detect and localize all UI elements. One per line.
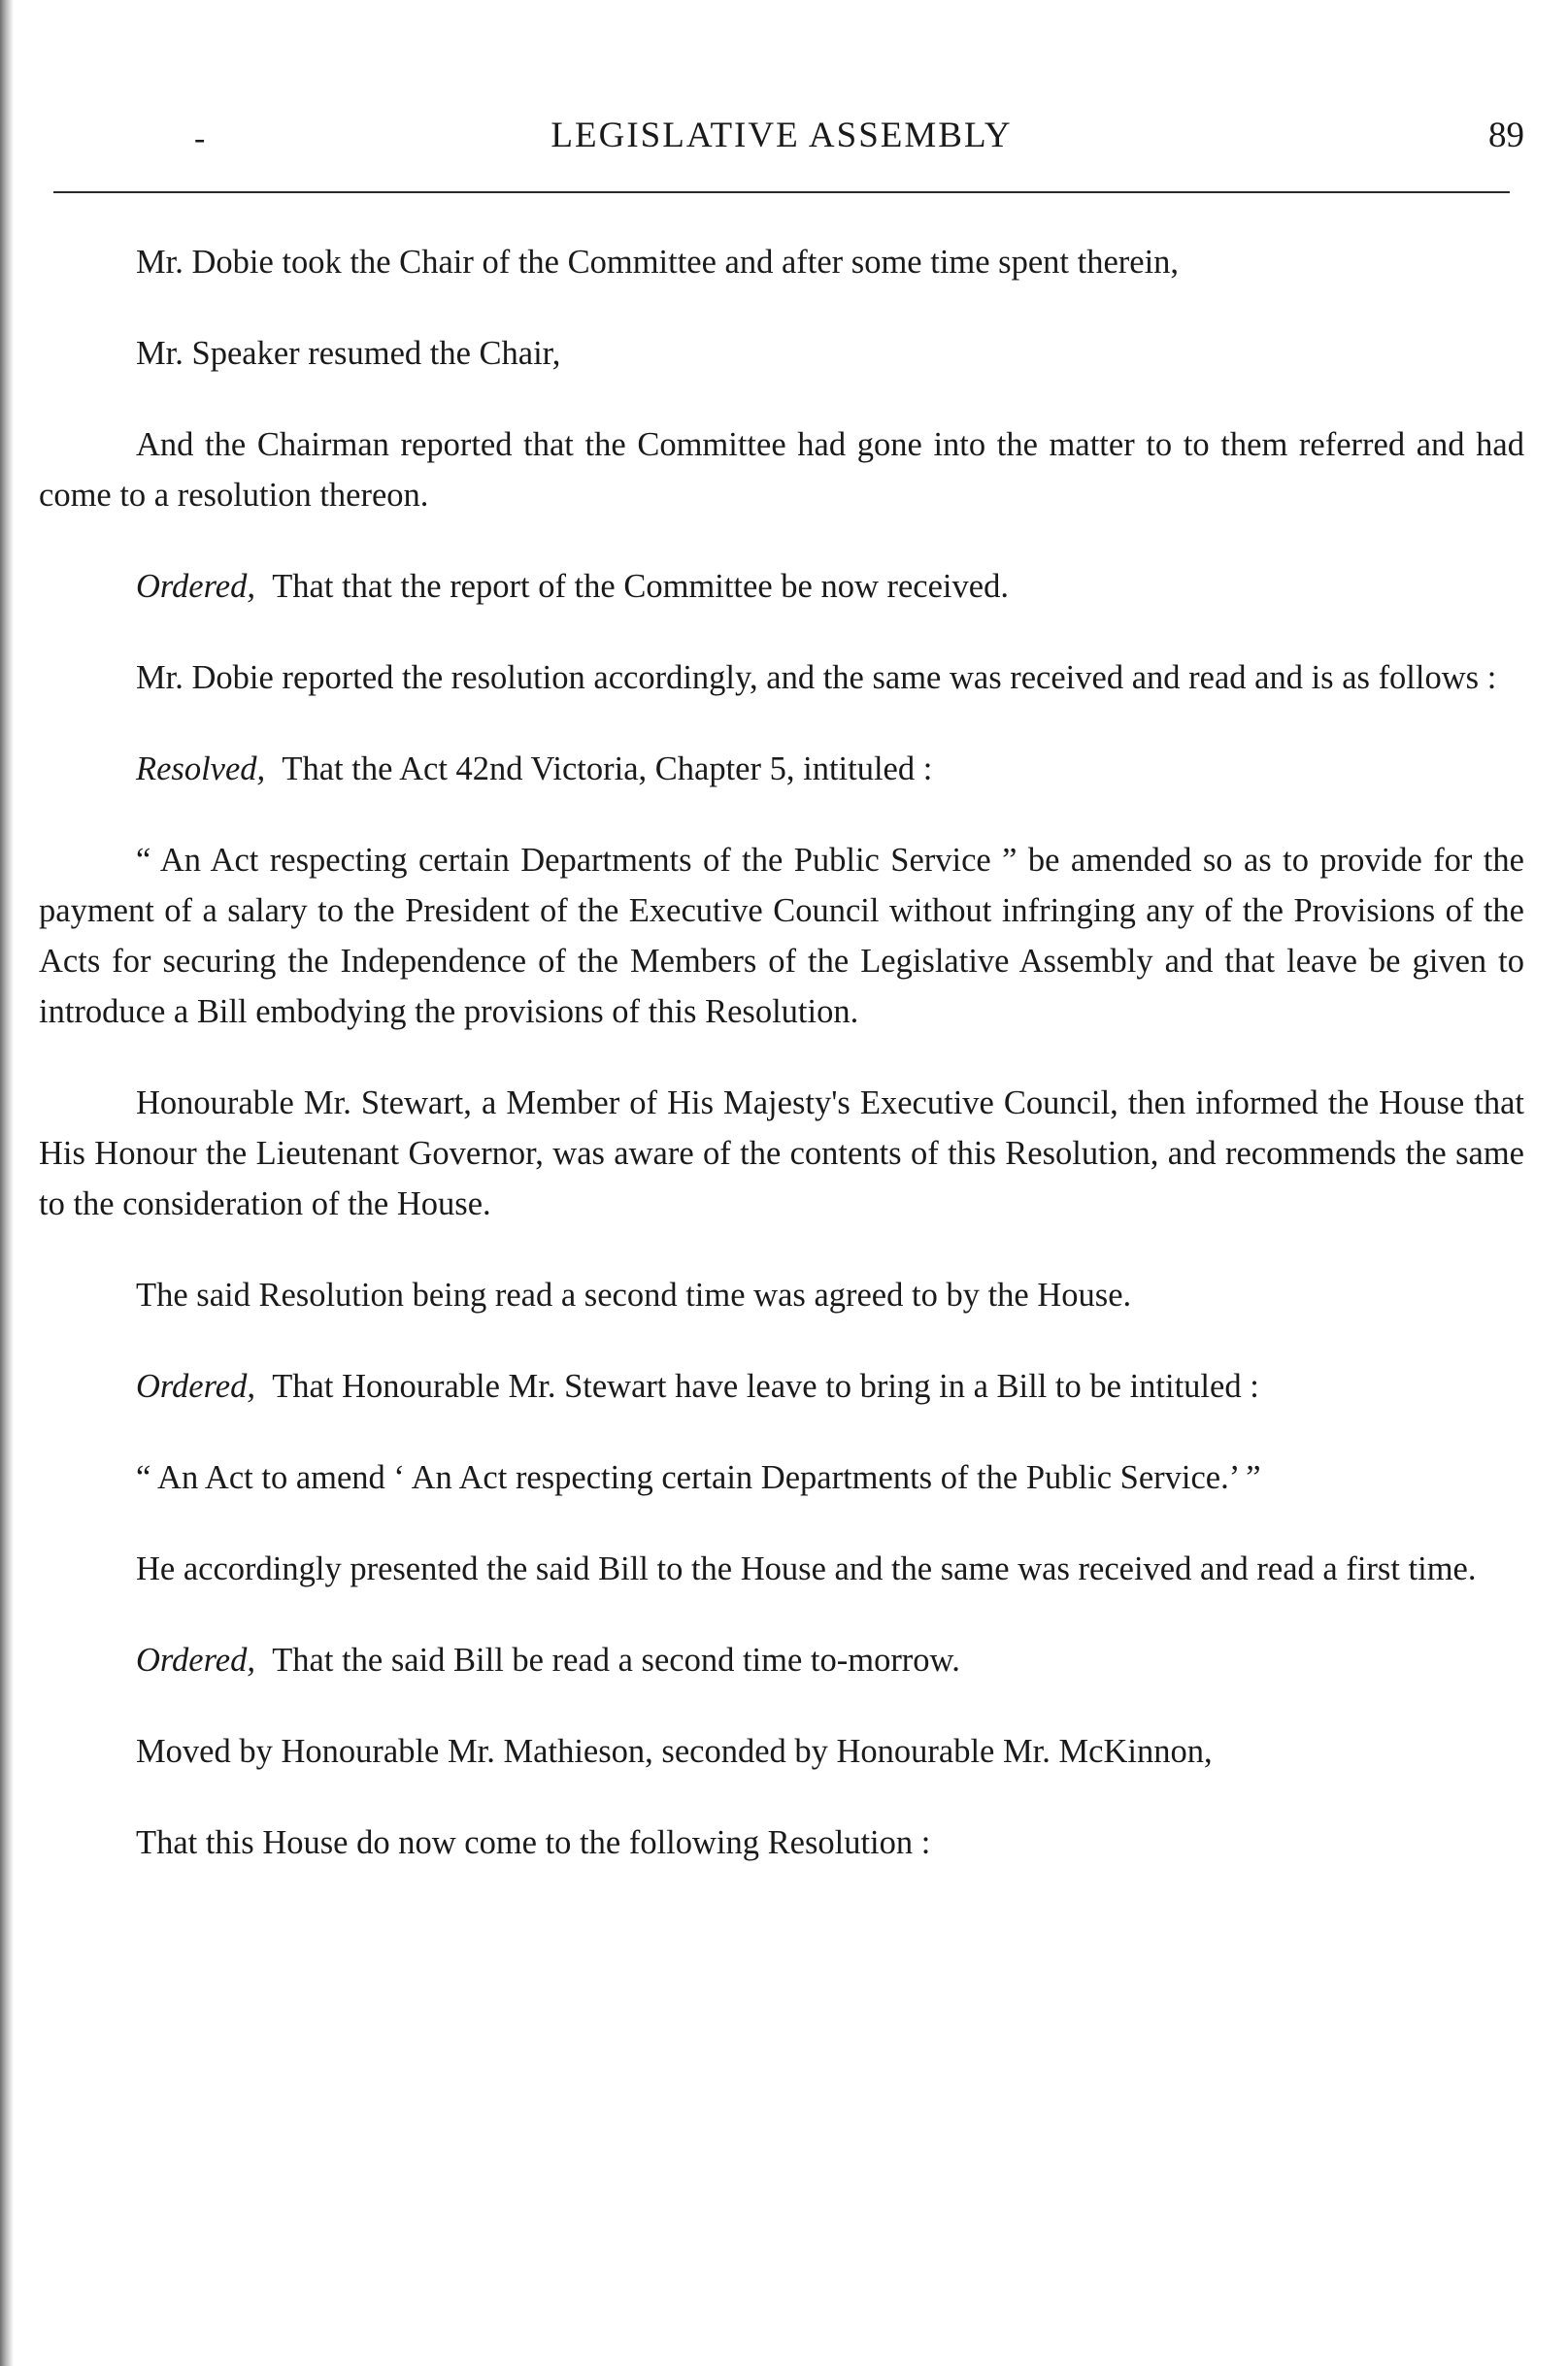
- page-header: [39, 115, 1524, 169]
- paragraph: [39, 1078, 1524, 1229]
- paragraph-text: Moved by Honourable Mr. Mathieson, seconded by Honourable Mr. McKinnon,: [136, 1733, 1213, 1770]
- header-mark: -: [194, 120, 206, 156]
- paragraph-text: Honourable Mr. Stewart, a Member of His Majesty's Executive Council, then informed the House that His Honour the Lieutenant Governor, was aware of the contents of this Resolution, and recommends the same to the consideration of the House.: [39, 1084, 1524, 1222]
- paragraph-text: Mr. Dobie reported the resolution accordingly, and the same was received and read and is as follows :: [136, 659, 1497, 696]
- paragraph: [39, 1544, 1524, 1594]
- paragraph-text: “ An Act to amend ‘ An Act respecting certain Departments of the Public Service.’ ”: [136, 1459, 1261, 1496]
- paragraph: [39, 1726, 1524, 1777]
- paragraph-text: That this House do now come to the following Resolution :: [136, 1824, 931, 1861]
- body-text: [39, 237, 1524, 1909]
- paragraph: [39, 237, 1524, 287]
- paragraph-text: That that the report of the Committee be now received.: [272, 568, 1009, 605]
- paragraph-lead: Resolved,: [136, 750, 266, 787]
- paragraph-text: And the Chairman reported that the Committee had gone into the matter to to them referred and had come to a resolution thereon.: [39, 426, 1524, 514]
- running-title: LEGISLATIVE ASSEMBLY: [550, 116, 1013, 155]
- paragraph-text: That the said Bill be read a second time to-morrow.: [272, 1642, 960, 1679]
- paragraph-text: Mr. Speaker resumed the Chair,: [136, 335, 561, 372]
- paragraph-lead: Ordered,: [136, 568, 255, 605]
- paragraph-text: That the Act 42nd Victoria, Chapter 5, intituled :: [282, 750, 933, 787]
- paragraph-text: That Honourable Mr. Stewart have leave to bring in a Bill to be intituled :: [272, 1368, 1259, 1405]
- paragraph-lead: Ordered,: [136, 1368, 255, 1405]
- header-rule: [53, 191, 1510, 193]
- paragraph: [39, 1452, 1524, 1503]
- paragraph-text: “ An Act respecting certain Departments of the Public Service ” be amended so as to provide for the payment of a salary to the President of the Executive Council without infringing any of the Provisions of the Acts for securing the Independence of the Members of the Legislative Assembly and that leave be given to introduce a Bill embodying the provisions of this Resolution.: [39, 842, 1524, 1030]
- paragraph: [39, 1270, 1524, 1320]
- paragraph: [39, 835, 1524, 1037]
- paragraph-text: Mr. Dobie took the Chair of the Committee and after some time spent therein,: [136, 244, 1180, 281]
- paragraph-text: He accordingly presented the said Bill to the House and the same was received and read a first time.: [136, 1550, 1477, 1587]
- paragraph-text: The said Resolution being read a second time was agreed to by the House.: [136, 1277, 1132, 1314]
- document-page: [39, 0, 1524, 2366]
- paragraph-lead: Ordered,: [136, 1642, 255, 1679]
- page-number: 89: [1488, 116, 1524, 155]
- paragraph: [39, 561, 1524, 612]
- paragraph: [39, 1635, 1524, 1685]
- paragraph: [39, 419, 1524, 520]
- paragraph: [39, 744, 1524, 794]
- page-binding-edge: [0, 0, 14, 2366]
- paragraph: [39, 652, 1524, 703]
- paragraph: [39, 1361, 1524, 1412]
- paragraph: [39, 1817, 1524, 1868]
- paragraph: [39, 328, 1524, 379]
